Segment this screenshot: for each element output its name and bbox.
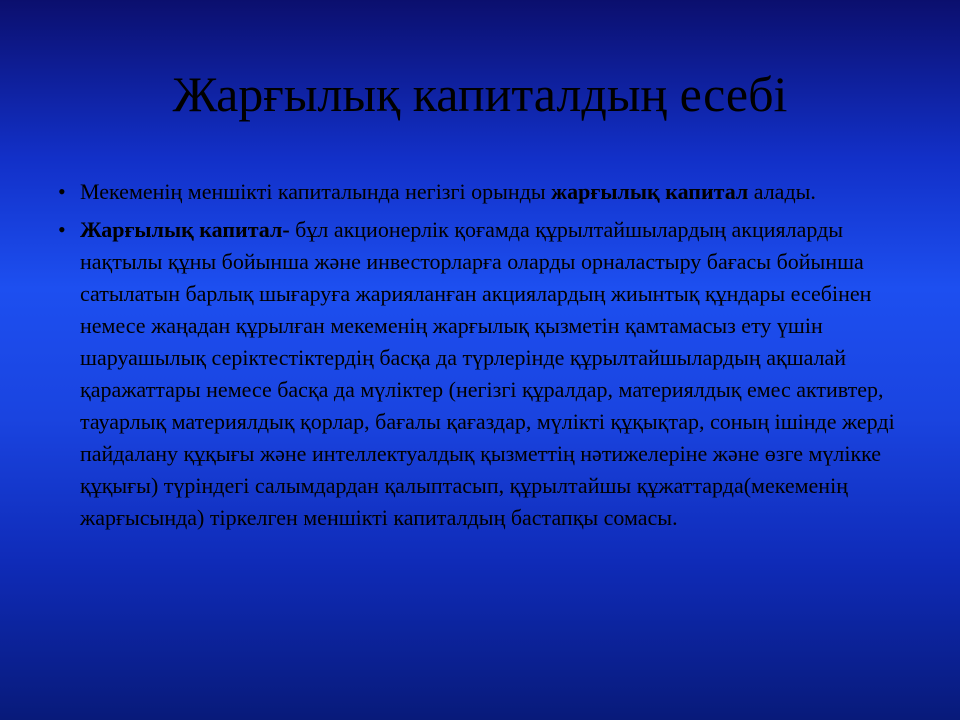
bullet-1-text-before: Мекеменің меншікті капиталында негізгі орынды <box>80 179 552 204</box>
bullet-item-1 <box>58 176 910 208</box>
bullet-2-bold-term: Жарғылық капитал- <box>80 217 290 242</box>
bullet-2-text-after: бұл акционерлік қоғамда құрылтайшылардың акцияларды нақтылы құны бойынша және инвесторларға оларды орналастыру бағасы бойынша сатылатын барлық шығаруға жарияланған акциялардың жиынтық құндары есебінен немесе жаңадан құрылған мекеменің жарғылық қызметін қамтамасыз ету үшін шаруашылық серіктестіктердің басқа да түрлерінде құрылтайшылардың ақшалай қаражаттары немесе басқа да мүліктер (негізгі құралдар, материялдық емес активтер, тауарлық материялдық қорлар, бағалы қағаздар, мүлікті құқықтар, соның ішінде жерді пайдалану құқығы және интеллектуалдық қызметтің нәтижелеріне және өзге мүлікке құқығы) түріндегі салымдардан қалыптасып, құрылтайшы құжаттарда(мекеменің жарғысында) тіркелген меншікті капиталдың бастапқы сомасы. <box>80 217 895 530</box>
bullet-1-text-after: алады. <box>748 179 816 204</box>
bullet-dot-icon: • <box>58 217 66 242</box>
slide-title: Жарғылық капиталдың есебі <box>172 66 788 122</box>
bullet-1-bold-term: жарғылық капитал <box>551 179 749 204</box>
bullet-dot-icon: • <box>58 179 66 204</box>
bullet-item-2 <box>58 214 910 534</box>
bullet-list <box>58 176 910 540</box>
